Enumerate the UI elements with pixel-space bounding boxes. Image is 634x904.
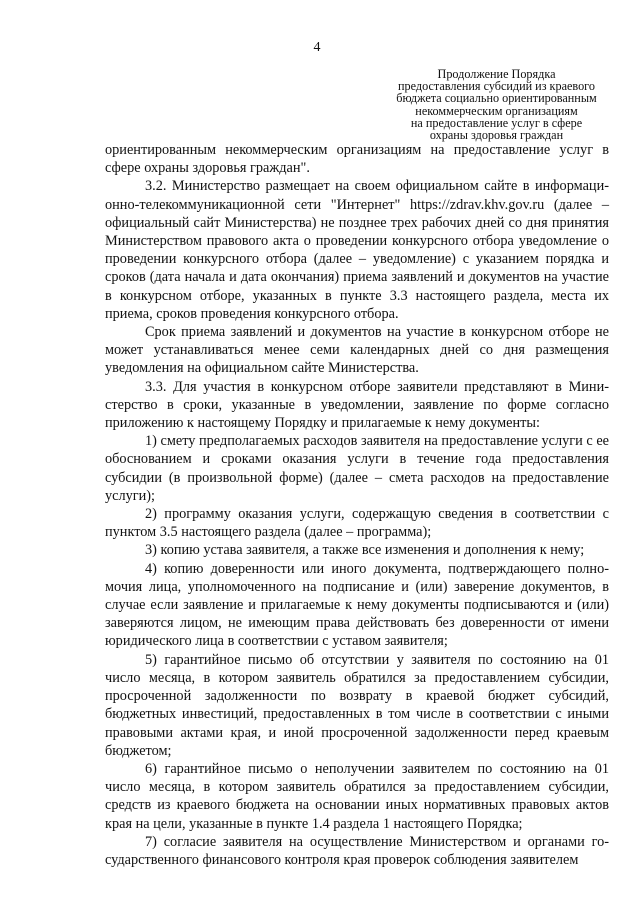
list-item: 5) гарантийное письмо об отсутствии у заявителя по состоянию на 01 число месяца, в котором заявитель обратился за предоставлением субсидии, просроченной задолженности по возврату в краевой бюджет субсидий, бюджетных инвестиций, предоставленных в том числе в соответствии с иными правовыми актами края, и иной просроченной задолженности перед краевым бюджетом;: [105, 651, 609, 759]
header-line: предоставления субсидий из краевого: [398, 79, 595, 94]
document-header: [384, 68, 609, 141]
list-item: 6) гарантийное письмо о неполучении заявителем по состоянию на 01 число месяца, в котором заявитель обратился за предоставлением субсидии, средств из краевого бюджета на основании иных нормативных правовых актов края на цели, указанные в пункте 1.4 раздела 1 настоящего Порядка;: [105, 760, 609, 832]
paragraph: 3.2. Министерство размещает на своем официальном сайте в информационно-телекоммуникационной сети "Интернет" https://zdrav.khv.gov.ru (далее – официальный сайт Министерства) не позднее трех рабочих дней со дня принятия Министерством правового акта о проведении конкурсного отбора уведомление о проведении конкурсного отбора (далее – уведомление) с указанием порядка и сроков (дата начала и дата окончания) приема заявлений и документов на участие в конкурсном отборе, указанных в пункте 3.3 настоящего раздела, места их приема, сроков проведения конкурсного отбора.: [105, 178, 609, 322]
page-number: 4: [313, 40, 321, 55]
header-line: некоммерческим организациям: [415, 103, 578, 118]
paragraph: 3.3. Для участия в конкурсном отборе заявители представляют в Министерство в сроки, указанные в уведомлении, заявление по форме согласно приложению к настоящему Порядку и прилагаемые к нему документы:: [105, 378, 609, 432]
header-line: охраны здоровья граждан: [429, 128, 564, 143]
document-body: [105, 141, 609, 869]
paragraph: Срок приема заявлений и документов на участие в конкурсном отборе не может устанавливаться менее семи календарных дней со дня размещения уведомления на официальном сайте Министерства.: [105, 324, 609, 377]
header-line: Продолжение Порядка: [437, 67, 556, 81]
header-line: бюджета социально ориентированным: [396, 91, 597, 106]
list-item: 2) программу оказания услуги, содержащую сведения в соответствии с пунктом 3.5 настоящего раздела (далее – программа);: [105, 506, 609, 541]
list-item: 3) копию устава заявителя, а также все изменения и дополнения к нему;: [145, 542, 585, 559]
list-item: 1) смету предполагаемых расходов заявителя на предоставление услуги с ее обоснованием и сроками оказания услуги в течение года предоставления субсидии (в произвольной форме) (далее – смета расходов на предоставление услуги);: [105, 433, 610, 504]
header-line: на предоставление услуг в сфере: [410, 115, 583, 130]
list-item: 4) копию доверенности или иного документа, подтверждающего полномочия лица, уполномоченного на подписание и (или) заверение документов, в случае если заявление и прилагаемые к нему документы подписываются и (или) заверяются лицом, не имеющим права действовать без доверенности от имени юридического лица в соответствии с уставом заявителя;: [105, 560, 609, 650]
paragraph: ориентированным некоммерческим организациям на предоставление услуг в сфере охраны здоровья граждан".: [105, 142, 609, 177]
list-item: 7) согласие заявителя на осуществление Министерством и органами государственного финансового контроля края проверок соблюдения заявителем: [105, 833, 609, 868]
